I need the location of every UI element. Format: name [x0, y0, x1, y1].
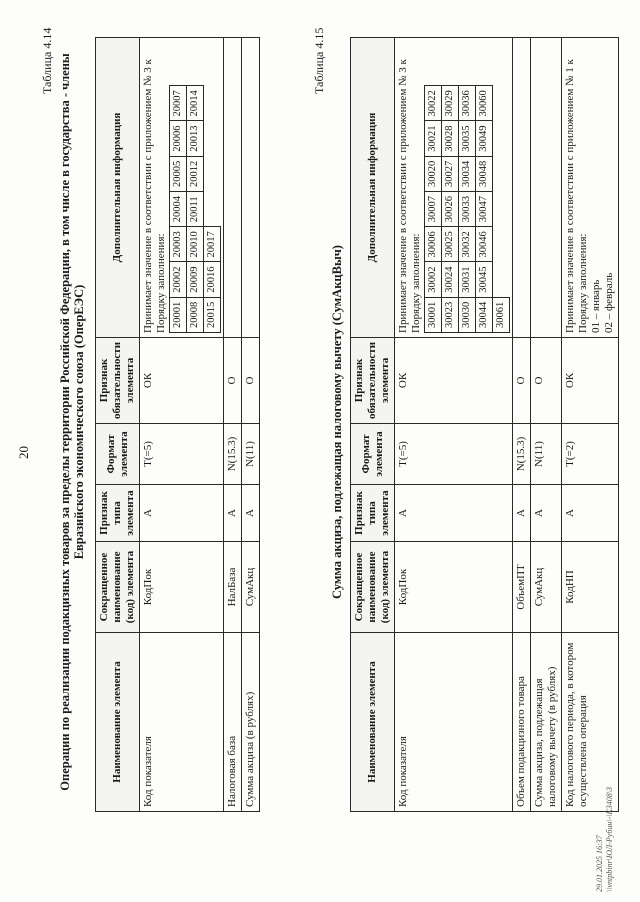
element-format: N(11) [531, 424, 562, 485]
code-value: 20014 [187, 86, 204, 121]
code-value: 20012 [187, 156, 204, 191]
code-value: 30023 [442, 297, 459, 332]
code-value: 20015 [204, 297, 221, 332]
table-row [531, 38, 562, 812]
element-type: А [513, 485, 531, 542]
stamp-date: 29.01.2025 16:37 [595, 835, 604, 892]
header-cell: Наименование элемента [351, 633, 395, 812]
code-value: 30001 [425, 297, 442, 332]
element-format: T(=2) [562, 424, 619, 485]
code-value: 20011 [187, 191, 204, 226]
element-code: КодПок [140, 542, 224, 633]
code-value: 20004 [170, 191, 187, 226]
element-info [224, 38, 242, 338]
header-cell: Формат элемента [351, 424, 395, 485]
element-type: А [140, 485, 224, 542]
table-row [395, 38, 513, 812]
element-code: СумАкц [531, 542, 562, 633]
code-value: 30032 [459, 227, 476, 262]
code-value: 30047 [476, 191, 493, 226]
table-row [140, 38, 224, 812]
element-required: О [242, 337, 260, 423]
code-value: 30021 [425, 121, 442, 156]
header-cell: Признак обязательности элемента [96, 337, 140, 423]
code-value: 30045 [476, 262, 493, 297]
table-caption: Таблица 4.15 [312, 27, 326, 94]
info-text: Принимает значение в соответствии с приложением № 3 к Порядку заполнения: [397, 59, 422, 333]
table-row [242, 38, 260, 812]
code-value: 20008 [187, 297, 204, 332]
code-value: 30024 [442, 262, 459, 297]
month-item: 01 – январь [590, 279, 602, 333]
code-value: 30036 [459, 86, 476, 121]
element-name: Сумма акциза, подлежащая налоговому вычету (в рублях) [531, 633, 562, 812]
element-info [140, 38, 224, 338]
element-type: А [531, 485, 562, 542]
table-header-row [351, 38, 395, 812]
header-cell: Сокращенное наименование (код) элемента [351, 542, 395, 633]
element-format: T(=5) [395, 424, 513, 485]
page-number: 20 [16, 446, 31, 459]
element-code: ОбъемПТ [513, 542, 531, 633]
element-name: Код показателя [140, 633, 224, 812]
operations-table [95, 37, 260, 812]
table-row [562, 38, 619, 812]
header-cell: Признак типа элемента [96, 485, 140, 542]
element-format: T(=5) [140, 424, 224, 485]
code-value: 30049 [476, 121, 493, 156]
header-cell: Формат элемента [96, 424, 140, 485]
code-value: 30030 [459, 297, 476, 332]
code-value: 20010 [187, 227, 204, 262]
element-info [562, 38, 619, 338]
code-value: 30026 [442, 191, 459, 226]
code-value: 30027 [442, 156, 459, 191]
element-required: ОК [140, 337, 224, 423]
element-format: N(15.3) [513, 424, 531, 485]
code-value: 20005 [170, 156, 187, 191]
code-value: 30035 [459, 121, 476, 156]
code-value: 20006 [170, 121, 187, 156]
code-value: 30060 [476, 86, 493, 121]
code-value: 20009 [187, 262, 204, 297]
table-header-row [96, 38, 140, 812]
code-value: 30020 [425, 156, 442, 191]
month-item: 02 – февраль [603, 272, 615, 333]
code-value: 30006 [425, 227, 442, 262]
info-text: Принимает значение в соответствии с приложением № 1 к Порядку заполнения: [564, 59, 589, 333]
code-value: 30046 [476, 227, 493, 262]
table-caption: Таблица 4.14 [40, 27, 54, 94]
code-value: 20002 [170, 262, 187, 297]
code-value: 30048 [476, 156, 493, 191]
code-value: 30007 [425, 191, 442, 226]
element-name: Код показателя [395, 633, 513, 812]
header-cell: Признак типа элемента [351, 485, 395, 542]
element-name: Код налогового периода, в котором осуществлена операция [562, 633, 619, 812]
code-value: 20001 [170, 297, 187, 332]
code-value: 30031 [459, 262, 476, 297]
element-required: О [531, 337, 562, 423]
header-cell: Дополнительная информация [351, 38, 395, 338]
codes-grid [424, 85, 510, 333]
code-value: 30028 [442, 121, 459, 156]
code-value: 30029 [442, 86, 459, 121]
code-value: 30034 [459, 156, 476, 191]
table-heading: Сумма акциза, подлежащая налоговому вычету (СумАкцВыч) [330, 245, 344, 599]
element-code: КодПок [395, 542, 513, 633]
element-info [242, 38, 260, 338]
element-required: ОК [562, 337, 619, 423]
header-cell: Признак обязательности элемента [351, 337, 395, 423]
element-code: КодНП [562, 542, 619, 633]
code-value: 30061 [493, 297, 510, 332]
element-format: N(15.3) [224, 424, 242, 485]
element-info [395, 38, 513, 338]
element-required: ОК [395, 337, 513, 423]
element-type: А [242, 485, 260, 542]
table-row [513, 38, 531, 812]
element-type: А [224, 485, 242, 542]
code-value: 30044 [476, 297, 493, 332]
code-value: 20013 [187, 121, 204, 156]
code-value: 20007 [170, 86, 187, 121]
element-code: СумАкц [242, 542, 260, 633]
element-info [513, 38, 531, 338]
element-format: N(11) [242, 424, 260, 485]
print-stamp [595, 787, 615, 892]
table-heading: Операции по реализации подакцизных товаров за пределы территории Российской Федерации, в том числе в государства - члены Евразийского экономического союза (ОперЕЭС) [58, 53, 86, 791]
code-value: 20003 [170, 227, 187, 262]
stamp-path: \\vntpbinr\ЮЛ-Рубин\-\КЗ408\3 [605, 787, 614, 892]
table-row [224, 38, 242, 812]
element-code: НалБаза [224, 542, 242, 633]
element-required: О [224, 337, 242, 423]
code-value: 20017 [204, 227, 221, 262]
element-type: А [562, 485, 619, 542]
header-cell: Дополнительная информация [96, 38, 140, 338]
element-info [531, 38, 562, 338]
code-value: 30025 [442, 227, 459, 262]
code-value: 30033 [459, 191, 476, 226]
element-name: Объем подакцизного товара [513, 633, 531, 812]
code-value: 30002 [425, 262, 442, 297]
element-type: А [395, 485, 513, 542]
info-text: Принимает значение в соответствии с приложением № 3 к Порядку заполнения: [142, 59, 167, 333]
element-name: Сумма акциза (в рублях) [242, 633, 260, 812]
codes-grid [169, 85, 221, 333]
element-required: О [513, 337, 531, 423]
header-cell: Сокращенное наименование (код) элемента [96, 542, 140, 633]
code-value: 30022 [425, 86, 442, 121]
element-name: Налоговая база [224, 633, 242, 812]
deduction-table [350, 37, 619, 812]
code-value: 20016 [204, 262, 221, 297]
header-cell: Наименование элемента [96, 633, 140, 812]
